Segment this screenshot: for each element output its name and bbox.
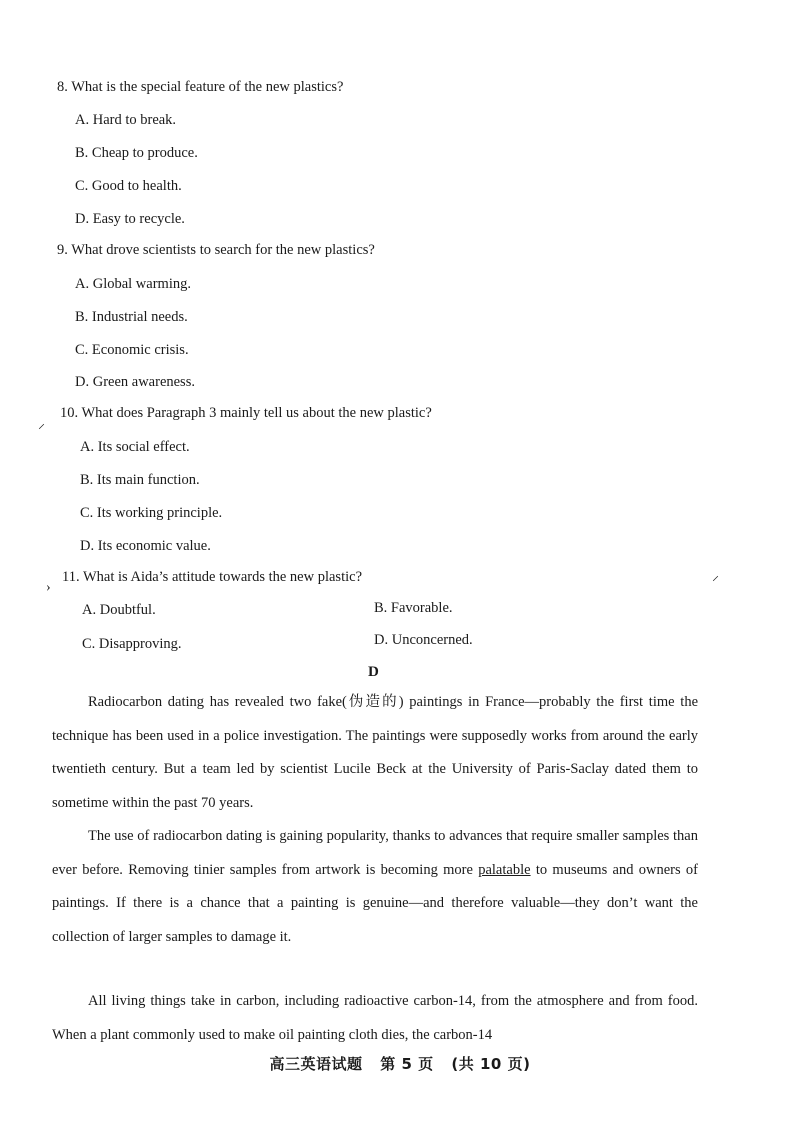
question-9-option-c: C. Economic crisis. (75, 342, 189, 358)
page-footer (0, 1053, 800, 1074)
pen-mark: › (46, 580, 51, 595)
footer-total: (共 10 页) (451, 1055, 531, 1073)
question-9-option-b: B. Industrial needs. (75, 309, 188, 325)
question-8-option-d: D. Easy to recycle. (75, 211, 185, 227)
question-8-option-a: A. Hard to break. (75, 112, 177, 128)
question-8-stem: 8. What is the special feature of the new plastics? (57, 79, 344, 95)
question-11-option-a: A. Doubtful. (82, 602, 156, 618)
paragraph-2-after: to museums and owners of paintings. If there is a chance that a painting is genuine—and therefore valuable—they don’t want the collection of larger samples to damage it. (52, 861, 698, 945)
underlined-word: palatable (478, 861, 531, 878)
question-9-stem: 9. What drove scientists to search for the new plastics? (57, 242, 375, 258)
question-11-option-d: D. Unconcerned. (374, 632, 473, 648)
question-10-stem: 10. What does Paragraph 3 mainly tell us about the new plastic? (60, 405, 432, 421)
question-11-stem: 11. What is Aida’s attitude towards the new plastic? (62, 569, 363, 585)
pen-mark: ⸝ (38, 417, 45, 432)
footer-page: 第 5 页 (380, 1055, 434, 1073)
question-9-option-a: A. Global warming. (75, 276, 191, 292)
question-10-option-d: D. Its economic value. (80, 538, 211, 554)
question-11-option-c: C. Disapproving. (82, 636, 182, 652)
passage-paragraph-1: Radiocarbon dating has revealed two fake(伪造的) paintings in France—probably the first time the technique has been used in a police investigation. The paintings were supposedly works from around the early twentieth century. But a team led by scientist Lucile Beck at the University of Paris-Saclay dated them to sometime within the past 70 years. (52, 694, 698, 811)
passage-paragraph-3: All living things take in carbon, including radioactive carbon-14, from the atmosphere and from food. When a plant commonly used to make oil painting cloth dies, the carbon-14 (52, 993, 698, 1043)
question-10-option-a: A. Its social effect. (80, 439, 190, 455)
passage-paragraph-2 (52, 820, 698, 954)
question-8-option-c: C. Good to health. (75, 178, 182, 194)
question-10-option-c: C. Its working principle. (80, 505, 223, 521)
question-8-option-b: B. Cheap to produce. (75, 145, 198, 161)
footer-subject: 高三英语试题 (269, 1055, 363, 1073)
question-9-option-d: D. Green awareness. (75, 374, 195, 390)
question-10-option-b: B. Its main function. (80, 472, 200, 488)
pen-mark: ⸝ (712, 569, 719, 584)
question-11-option-b: B. Favorable. (374, 600, 453, 616)
paragraph-2-before: The use of radiocarbon dating is gaining popularity, thanks to advances that require smaller samples than ever before. Removing tinier samples from artwork is becoming more (52, 828, 698, 878)
section-title: D (368, 664, 379, 680)
